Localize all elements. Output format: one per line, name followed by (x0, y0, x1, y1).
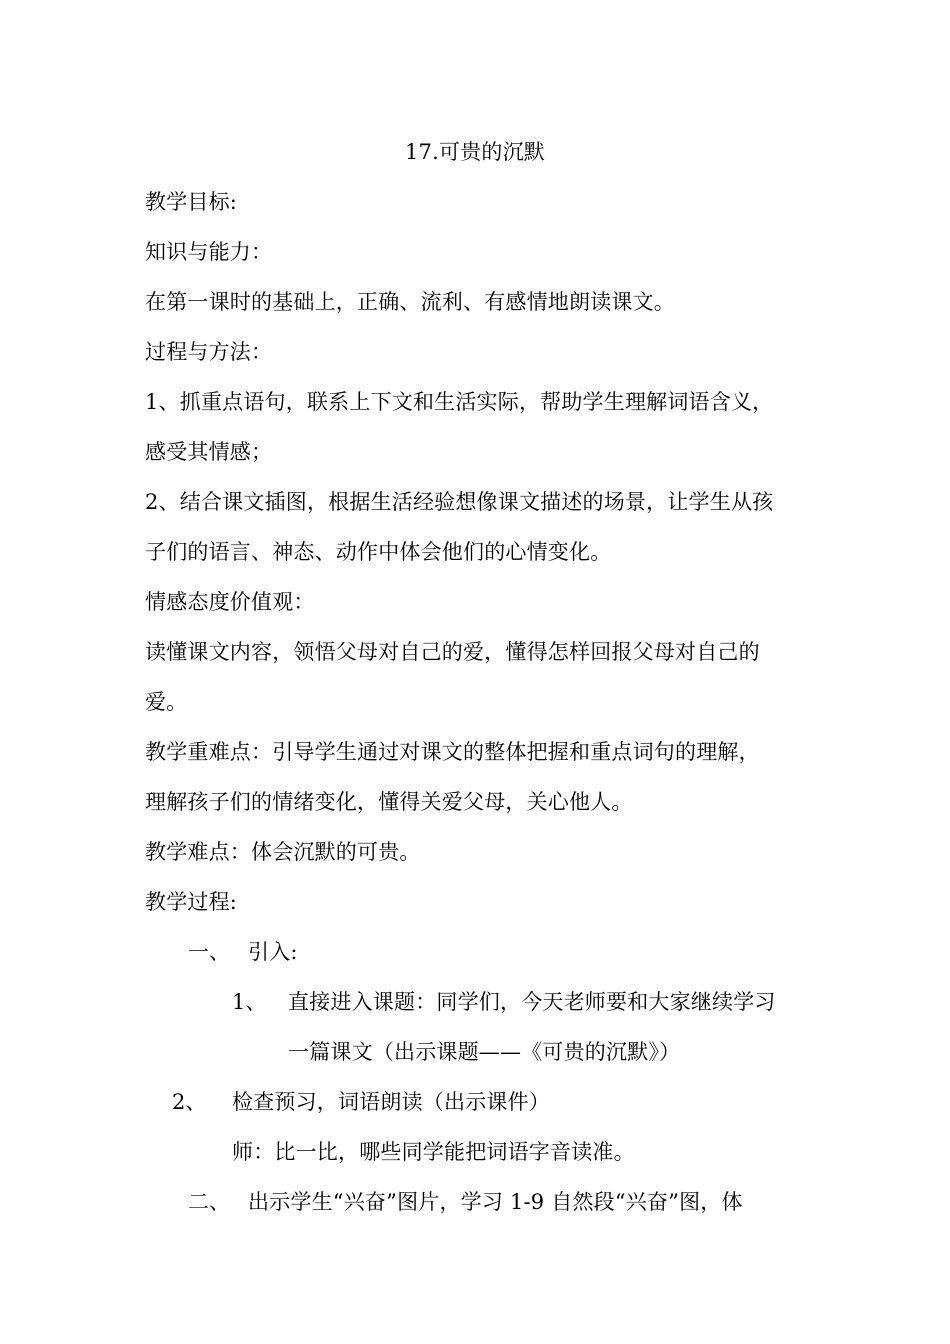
emotion-text-line-1: 读懂课文内容，领悟父母对自己的爱，懂得怎样回报父母对自己的 (145, 640, 760, 664)
step-2-text: 出示学生“兴奋”图片，学习 1-9 自然段“兴奋”图，体 (248, 1190, 743, 1214)
step-1-1-number: 1、 (232, 990, 267, 1014)
goals-heading: 教学目标: (145, 190, 238, 214)
step-1-2-number: 2、 (172, 1090, 207, 1114)
step-1-1-line-1: 直接进入课题：同学们，今天老师要和大家继续学习 (288, 990, 776, 1014)
knowledge-heading: 知识与能力： (145, 240, 273, 264)
emotion-text-line-2: 爱。 (145, 690, 188, 714)
process-item-2-line-2: 子们的语言、神态、动作中体会他们的心情变化。 (145, 540, 612, 564)
step-1-2-teacher: 师：比一比，哪些同学能把词语字音读准。 (232, 1140, 635, 1164)
key-points-line-1: 教学重难点：引导学生通过对课文的整体把握和重点词句的理解， (145, 740, 760, 764)
step-1-text: 引入: (248, 940, 298, 964)
document-title: 17.可贵的沉默 (405, 140, 545, 164)
step-1-2-text: 检查预习，词语朗读（出示课件） (232, 1090, 550, 1114)
step-1-1-line-2: 一篇课文（出示课题——《可贵的沉默》） (288, 1040, 681, 1064)
procedure-heading: 教学过程: (145, 890, 238, 914)
process-item-2-line-1: 2、结合课文插图，根据生活经验想像课文描述的场景，让学生从孩 (145, 490, 774, 514)
process-item-1-line-1: 1、抓重点语句，联系上下文和生活实际，帮助学生理解词语含义， (145, 390, 774, 414)
step-2-number: 二、 (188, 1190, 230, 1214)
process-item-1-line-2: 感受其情感； (145, 440, 273, 464)
key-points-line-2: 理解孩子们的情绪变化，懂得关爱父母，关心他人。 (145, 790, 633, 814)
step-1-number: 一、 (188, 940, 230, 964)
difficulty-text: 教学难点：体会沉默的可贵。 (145, 840, 421, 864)
knowledge-text: 在第一课时的基础上，正确、流利、有感情地朗读课文。 (145, 290, 675, 314)
emotion-heading: 情感态度价值观： (145, 590, 315, 614)
process-heading: 过程与方法： (145, 340, 273, 364)
